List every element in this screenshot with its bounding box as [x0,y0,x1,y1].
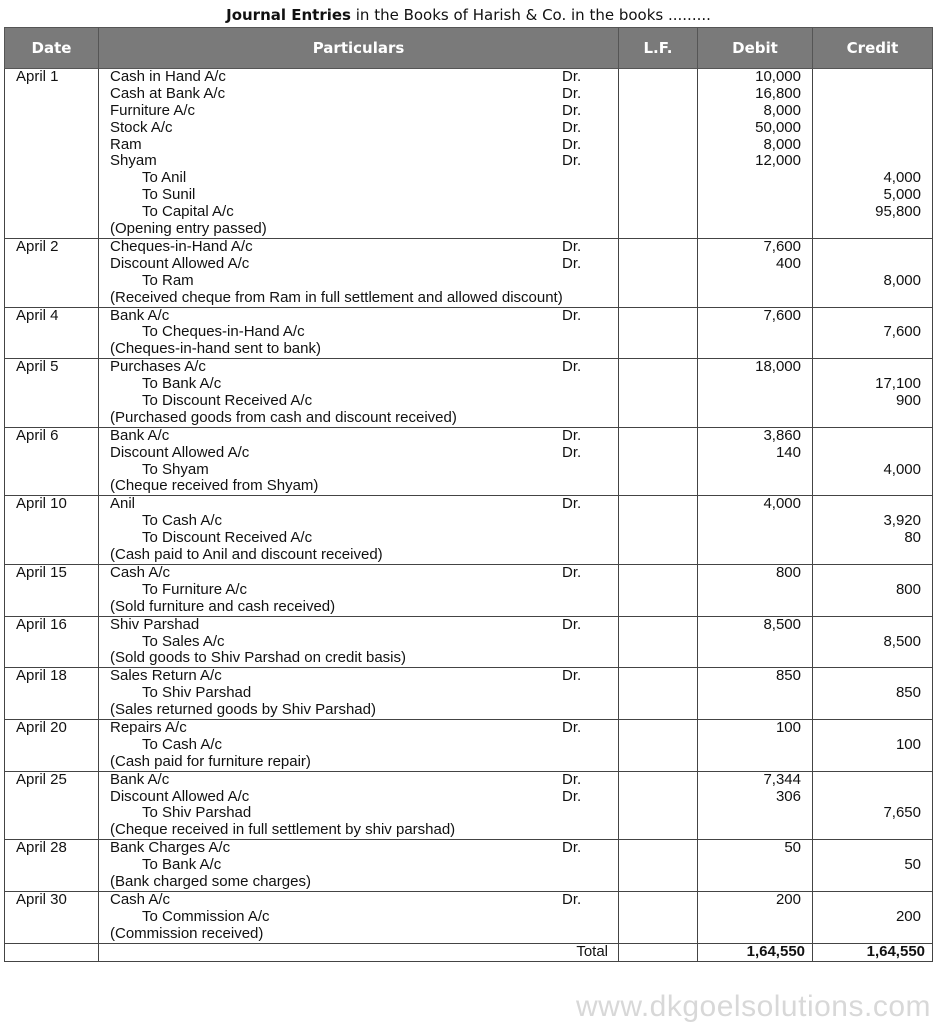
journal-entry-row [5,359,933,428]
credit-amount [813,69,921,86]
credit-amount [813,789,921,806]
dr-marker: Dr. [562,84,582,102]
entry-credit-cell [813,668,933,720]
credit-account-line [99,857,618,874]
dr-marker [562,582,618,599]
account-name: Ram [110,136,142,153]
dr-marker: Dr. [562,118,582,136]
debit-amount: 8,000 [763,135,801,153]
entry-credit-cell [813,719,933,771]
debit-account-line [99,239,618,256]
entry-date: April 16 [5,616,99,668]
credit-account-line [99,376,618,393]
debit-amount [698,204,801,221]
credit-amount [813,772,921,789]
dr-marker: Dr. [562,426,582,444]
dr-marker [562,805,618,822]
dr-marker [562,273,618,290]
debit-account-line [99,772,618,789]
credit-amount [813,239,921,256]
debit-account-line [99,668,618,685]
credit-amount: 95,800 [875,203,921,221]
debit-account-line [99,789,618,806]
debit-amount: 850 [775,667,801,685]
narration: (Bank charged some charges) [110,873,311,891]
entry-lf-cell [619,668,698,720]
credit-account-line [99,805,618,822]
dr-marker [562,857,618,874]
header-credit: Credit [813,28,933,69]
entry-lf-cell [619,427,698,496]
account-name: To Discount Received A/c [142,392,313,409]
credit-amount [813,428,921,445]
credit-amount: 900 [895,391,921,409]
header-row [5,28,933,69]
credit-amount [813,86,921,103]
entry-particulars [99,307,619,359]
dr-marker: Dr. [562,135,582,153]
dr-marker: Dr. [562,839,582,857]
account-name: Bank A/c [110,427,170,444]
dr-marker [562,376,618,393]
debit-account-line [99,359,618,376]
credit-amount: 850 [895,684,921,702]
account-name: Cash A/c [110,891,171,908]
journal-entry-row [5,616,933,668]
entry-date: April 28 [5,840,99,892]
account-name: Bank A/c [110,771,170,788]
entry-debit-cell [698,668,813,720]
debit-amount [698,187,801,204]
entry-lf-cell [619,307,698,359]
entry-particulars [99,891,619,943]
total-debit: 1,64,550 [698,943,813,961]
entry-date: April 2 [5,238,99,307]
account-name: Purchases A/c [110,359,206,376]
entry-particulars [99,668,619,720]
narration: (Cash paid to Anil and discount received) [110,546,383,564]
narration: (Sold goods to Shiv Parshad on credit basis) [110,649,406,667]
debit-amount: 50 [784,839,801,857]
header-date: Date [5,28,99,69]
entry-date: April 5 [5,359,99,428]
credit-amount: 3,920 [883,512,921,530]
account-name: To Shyam [142,461,209,478]
journal-entry-row [5,891,933,943]
narration: (Cheques-in-hand sent to bank) [110,340,321,358]
credit-amount: 50 [904,856,921,874]
debit-amount [698,273,801,290]
entry-credit-cell [813,359,933,428]
title-bold: Journal Entries [226,6,351,24]
credit-amount [813,617,921,634]
journal-entry-row [5,840,933,892]
debit-amount [698,582,801,599]
entry-lf-cell [619,564,698,616]
entry-credit-cell [813,307,933,359]
debit-amount: 18,000 [755,358,801,376]
account-name: To Commission A/c [142,908,270,925]
entry-particulars [99,616,619,668]
entry-particulars [99,496,619,565]
entry-particulars [99,238,619,307]
journal-body [5,69,933,944]
debit-account-line [99,445,618,462]
journal-entry-row [5,668,933,720]
account-name: Repairs A/c [110,719,187,736]
entry-date: April 30 [5,891,99,943]
debit-amount [698,324,801,341]
account-name: Discount Allowed A/c [110,444,250,461]
header-particulars: Particulars [99,28,619,69]
debit-amount [698,737,801,754]
entry-particulars [99,359,619,428]
dr-marker [562,530,618,547]
account-name: Stock A/c [110,119,173,136]
dr-marker: Dr. [562,152,582,170]
narration: (Cash paid for furniture repair) [110,752,311,770]
narration: (Sales returned goods by Shiv Parshad) [110,701,376,719]
narration: (Opening entry passed) [110,220,267,238]
page-title [0,6,937,24]
account-name: Anil [110,496,136,513]
total-label: Total [99,943,619,961]
entry-debit-cell [698,427,813,496]
credit-amount: 8,000 [883,271,921,289]
entry-lf-cell [619,238,698,307]
account-name: Cash at Bank A/c [110,85,226,102]
debit-amount: 200 [775,890,801,908]
account-name: To Discount Received A/c [142,530,313,547]
debit-amount: 800 [775,563,801,581]
credit-account-line [99,170,618,187]
credit-amount [813,668,921,685]
debit-amount: 8,000 [763,101,801,119]
credit-amount [813,359,921,376]
account-name: To Bank A/c [142,376,222,393]
entry-particulars [99,771,619,840]
dr-marker [562,513,618,530]
debit-account-line [99,720,618,737]
credit-amount [813,153,921,170]
total-lf-cell [619,943,698,961]
debit-amount [698,376,801,393]
credit-amount [813,308,921,325]
journal-table [4,27,933,962]
entry-lf-cell [619,840,698,892]
credit-amount [813,137,921,154]
total-credit: 1,64,550 [813,943,933,961]
debit-amount [698,170,801,187]
account-name: Bank Charges A/c [110,840,231,857]
narration: (Cheque received from Shyam) [110,477,319,495]
credit-amount [813,720,921,737]
narration: (Cheque received in full settlement by shiv parshad) [110,821,456,839]
dr-marker [562,393,618,410]
entry-lf-cell [619,496,698,565]
entry-date: April 15 [5,564,99,616]
narration: (Received cheque from Ram in full settlement and allowed discount) [110,288,563,306]
credit-amount: 800 [895,580,921,598]
debit-amount [698,530,801,547]
dr-marker [562,462,618,479]
credit-amount: 8,500 [883,632,921,650]
dr-marker: Dr. [562,787,582,805]
entry-particulars [99,719,619,771]
account-name: Shiv Parshad [110,616,200,633]
total-row [5,943,933,961]
credit-amount [813,120,921,137]
credit-amount [813,445,921,462]
debit-amount [698,513,801,530]
entry-lf-cell [619,359,698,428]
dr-marker [562,737,618,754]
entry-particulars [99,840,619,892]
entry-date: April 25 [5,771,99,840]
credit-amount [813,840,921,857]
credit-account-line [99,393,618,410]
account-name: To Sunil [142,187,196,204]
watermark: www.dkgoelsolutions.com [576,990,931,1023]
account-name: Shyam [110,153,157,170]
account-name: To Ram [142,272,194,289]
narration: (Commission received) [110,924,264,942]
entry-particulars [99,427,619,496]
entry-debit-cell [698,307,813,359]
entry-date: April 4 [5,307,99,359]
credit-account-line [99,634,618,651]
entry-debit-cell [698,496,813,565]
debit-account-line [99,153,618,170]
credit-account-line [99,530,618,547]
journal-entry-row [5,307,933,359]
account-name: Cash A/c [110,564,171,581]
entry-date: April 1 [5,69,99,239]
credit-amount: 80 [904,529,921,547]
debit-account-line [99,120,618,137]
entry-debit-cell [698,69,813,239]
dr-marker: Dr. [562,358,582,376]
credit-account-line [99,513,618,530]
debit-account-line [99,892,618,909]
entry-particulars [99,564,619,616]
debit-amount: 140 [775,443,801,461]
dr-marker: Dr. [562,718,582,736]
debit-account-line [99,308,618,325]
debit-amount [698,857,801,874]
entry-lf-cell [619,891,698,943]
debit-amount: 12,000 [755,152,801,170]
entry-credit-cell [813,69,933,239]
account-name: To Anil [142,170,187,187]
entry-date: April 20 [5,719,99,771]
entry-date: April 6 [5,427,99,496]
narration: (Sold furniture and cash received) [110,597,336,615]
credit-account-line [99,204,618,221]
journal-entry-row [5,69,933,239]
entry-lf-cell [619,69,698,239]
debit-amount [698,634,801,651]
entry-lf-cell [619,616,698,668]
account-name: To Cheques-in-Hand A/c [142,324,305,341]
credit-amount [813,565,921,582]
dr-marker [562,170,618,187]
account-name: To Cash A/c [142,513,223,530]
debit-account-line [99,428,618,445]
dr-marker: Dr. [562,306,582,324]
debit-account-line [99,565,618,582]
credit-amount [813,256,921,273]
debit-amount: 16,800 [755,84,801,102]
entry-credit-cell [813,771,933,840]
dr-marker [562,909,618,926]
journal-entry-row [5,564,933,616]
credit-amount: 100 [895,735,921,753]
credit-amount [813,496,921,513]
entry-credit-cell [813,840,933,892]
credit-account-line [99,582,618,599]
dr-marker: Dr. [562,101,582,119]
dr-marker [562,685,618,702]
entry-debit-cell [698,564,813,616]
debit-amount: 306 [775,787,801,805]
total-date-cell [5,943,99,961]
dr-marker [562,187,618,204]
account-name: Discount Allowed A/c [110,255,250,272]
entry-debit-cell [698,840,813,892]
entry-debit-cell [698,719,813,771]
journal-entry-row [5,427,933,496]
account-name: Cheques-in-Hand A/c [110,238,253,255]
dr-marker [562,634,618,651]
debit-amount [698,805,801,822]
account-name: Sales Return A/c [110,668,222,685]
credit-account-line [99,462,618,479]
entry-credit-cell [813,564,933,616]
entry-particulars [99,69,619,239]
credit-amount: 4,000 [883,460,921,478]
entry-debit-cell [698,771,813,840]
credit-amount: 4,000 [883,169,921,187]
entry-credit-cell [813,616,933,668]
debit-amount [698,462,801,479]
account-name: To Sales A/c [142,633,225,650]
debit-amount: 7,344 [763,770,801,788]
debit-amount: 3,860 [763,426,801,444]
credit-amount: 7,650 [883,804,921,822]
entry-debit-cell [698,616,813,668]
dr-marker: Dr. [562,563,582,581]
account-name: To Cash A/c [142,736,223,753]
debit-account-line [99,256,618,273]
credit-account-line [99,273,618,290]
journal-entry-row [5,771,933,840]
credit-amount [813,892,921,909]
credit-account-line [99,187,618,204]
debit-amount [698,909,801,926]
debit-account-line [99,103,618,120]
account-name: To Capital A/c [142,204,234,221]
entry-date: April 18 [5,668,99,720]
entry-credit-cell [813,496,933,565]
entry-lf-cell [619,719,698,771]
dr-marker: Dr. [562,890,582,908]
account-name: Discount Allowed A/c [110,788,250,805]
account-name: Bank A/c [110,307,170,324]
entry-lf-cell [619,771,698,840]
entry-date: April 10 [5,496,99,565]
debit-amount: 4,000 [763,495,801,513]
credit-account-line [99,737,618,754]
dr-marker: Dr. [562,495,582,513]
debit-amount: 400 [775,254,801,272]
dr-marker [562,324,618,341]
journal-entry-row [5,719,933,771]
dr-marker [562,204,618,221]
entry-debit-cell [698,359,813,428]
debit-amount: 50,000 [755,118,801,136]
account-name: To Furniture A/c [142,581,248,598]
account-name: Cash in Hand A/c [110,69,226,85]
dr-marker: Dr. [562,237,582,255]
credit-amount: 200 [895,907,921,925]
title-rest: in the Books of Harish & Co. in the books ......... [350,6,711,24]
entry-credit-cell [813,891,933,943]
entry-debit-cell [698,238,813,307]
header-debit: Debit [698,28,813,69]
debit-amount: 100 [775,718,801,736]
debit-account-line [99,496,618,513]
credit-account-line [99,909,618,926]
debit-account-line [99,840,618,857]
credit-amount [813,103,921,120]
credit-amount: 5,000 [883,186,921,204]
journal-entry-row [5,496,933,565]
entry-debit-cell [698,891,813,943]
account-name: Furniture A/c [110,102,196,119]
debit-account-line [99,86,618,103]
dr-marker: Dr. [562,254,582,272]
debit-amount: 7,600 [763,306,801,324]
dr-marker: Dr. [562,667,582,685]
narration: (Purchased goods from cash and discount received) [110,408,457,426]
credit-amount: 17,100 [875,375,921,393]
dr-marker: Dr. [562,443,582,461]
debit-amount: 10,000 [755,68,801,85]
account-name: To Shiv Parshad [142,685,252,702]
dr-marker: Dr. [562,68,582,85]
credit-amount: 7,600 [883,323,921,341]
debit-amount: 7,600 [763,237,801,255]
debit-account-line [99,137,618,154]
dr-marker: Dr. [562,615,582,633]
entry-credit-cell [813,427,933,496]
journal-entry-row [5,238,933,307]
header-lf: L.F. [619,28,698,69]
debit-account-line [99,69,618,86]
debit-amount [698,393,801,410]
credit-account-line [99,685,618,702]
entry-credit-cell [813,238,933,307]
debit-amount: 8,500 [763,615,801,633]
credit-account-line [99,324,618,341]
debit-amount [698,685,801,702]
dr-marker: Dr. [562,770,582,788]
account-name: To Shiv Parshad [142,805,252,822]
debit-account-line [99,617,618,634]
account-name: To Bank A/c [142,857,222,874]
